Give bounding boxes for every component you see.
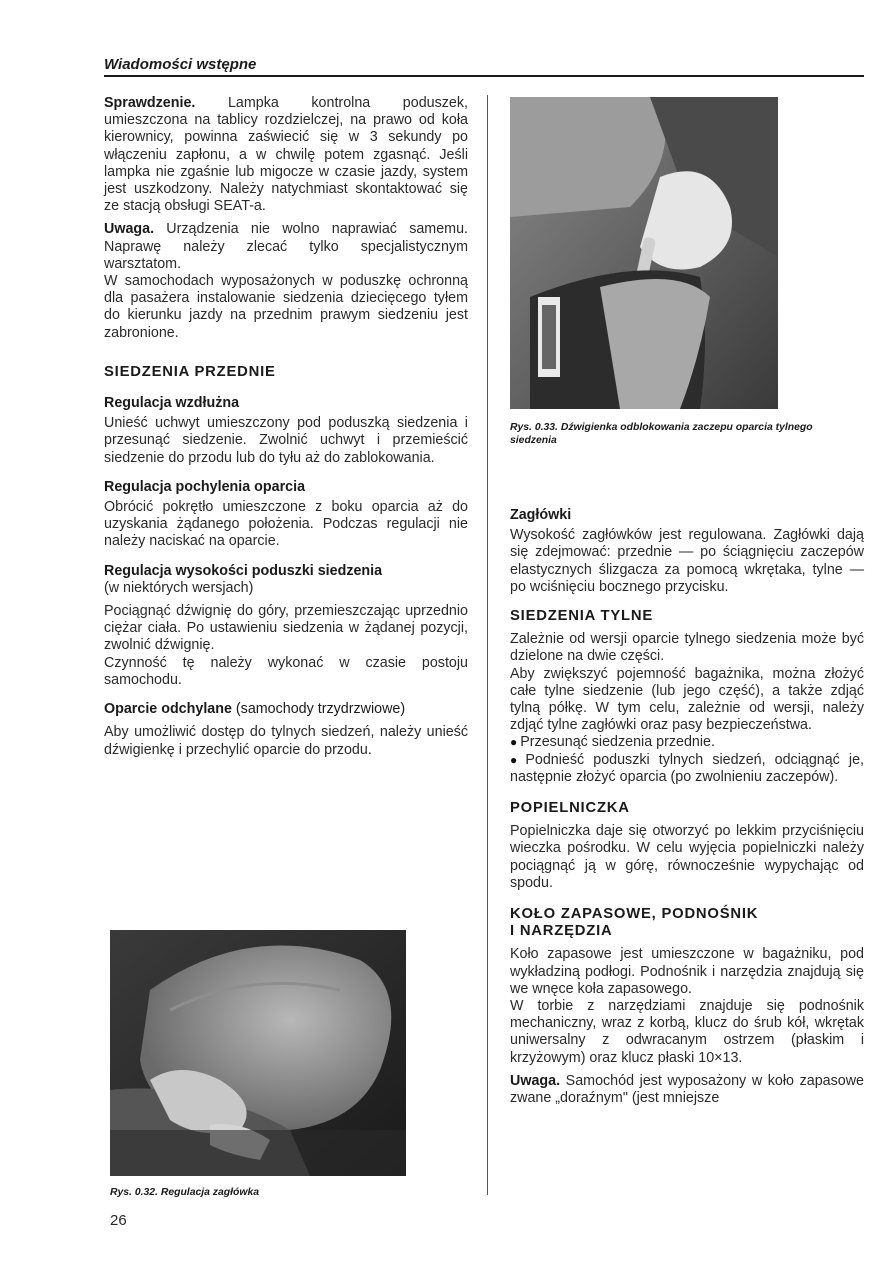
rear-seats-paragraph-1: Zależnie od wersji oparcie tylnego siedzenia może być dzielone na dwie części. (510, 631, 864, 665)
bullet-text: Podnieść poduszki tylnych siedzeń, odciągnąć je, następnie złożyć oparcia (po zwolnieniu zaczepów). (510, 751, 864, 785)
paragraph-text: Lampka kontrolna poduszek, umieszczona na tablicy rozdzielczej, na prawo od koła kierownicy, powinna zaświecić się w 3 sekundy po włączeniu zapłonu, a w chwilę potem zgasnąć. Jeśli lampka nie zgaśnie lub migocze w czasie jazdy, system jest uszkodzony. Należy natychmiast skontaktować się ze stacją obsługi SEAT-a. (104, 95, 468, 215)
spare-wheel-paragraph-2: W torbie z narzędziami znajduje się podnośnik mechaniczny, wraz z korbą, klucz do śrub kół, wkrętak uniwersalny z odwracanym ostrzem (płaskim i krzyżowym) oraz klucz płaski 10×13. (510, 998, 864, 1066)
height-paragraph-2: Czynność tę należy wykonać w czasie postoju samochodu. (104, 654, 468, 688)
subheading-tilt-note: (samochody trzydrzwiowe) (231, 701, 406, 718)
section-heading-line: I NARZĘDZIA (510, 923, 613, 940)
paragraph-text: Samochód jest wyposażony w koło zapasowe zwane „doraźnym" (jest mniejsze (510, 1072, 864, 1107)
bullet-item (510, 734, 864, 751)
bullet-icon: ● (510, 752, 523, 767)
section-heading-line: KOŁO ZAPASOWE, PODNOŚNIK (510, 906, 759, 923)
height-note: (w niektórych wersjach) (104, 579, 254, 596)
bullet-icon: ● (510, 735, 518, 750)
headrest-adjustment-photo (110, 930, 406, 1176)
paragraph-lead: Uwaga. (104, 221, 155, 238)
subheading-recline: Regulacja pochylenia oparcia (104, 478, 306, 495)
paragraph-lead: Uwaga. (510, 1072, 561, 1089)
paragraph-text: Urządzenia nie wolno naprawiać samemu. Naprawę należy zlecać tylko specjalistycznym warsztatom. (104, 221, 468, 272)
height-paragraph: Pociągnąć dźwignię do góry, przemieszczając uprzednio ciężar ciała. Po ustawieniu siedzenia w żądanej pozycji, zwolnić dźwignię. (104, 603, 468, 654)
subheading-headrests: Zagłówki (510, 507, 572, 523)
section-heading-ashtray: POPIELNICZKA (510, 800, 630, 817)
subheading-longitudinal: Regulacja wzdłużna (104, 395, 240, 412)
spare-wheel-paragraph-1: Koło zapasowe jest umieszczone w bagażniku, pod wykładziną podłogi. Podnośnik i narzędzia znajdują się we wnęce koła zapasowego. (510, 946, 864, 997)
airbag-check-paragraph (104, 95, 468, 215)
warning-paragraph (104, 221, 468, 273)
longitudinal-paragraph: Unieść uchwyt umieszczony pod poduszką siedzenia i przesunąć siedzenie. Zwolnić uchwyt i przemieścić siedzenie do przodu lub do tyłu aż do zablokowania. (104, 415, 468, 466)
recline-paragraph: Obrócić pokrętło umieszczone z boku oparcia aż do uzyskania żądanego położenia. Podczas regulacji nie należy naciskać na oparcie. (104, 499, 468, 550)
headrest-photo-illustration (110, 930, 406, 1176)
section-heading-rear-seats: SIEDZENIA TYLNE (510, 608, 653, 625)
page-number: 26 (110, 1212, 127, 1229)
rear-seats-paragraph-2: Aby zwiększyć pojemność bagażnika, można złożyć całe tylne siedzenie (lub jego część), a także zdjąć tylną półkę. W tym celu, zależnie od wersji, należy zdjąć tylne zagłówki oraz pasy bezpieczeństwa. (510, 665, 864, 734)
left-column (104, 95, 468, 765)
figure-caption: Rys. 0.33. Dźwigienka odblokowania zaczepu oparcia tylnego siedzenia (510, 422, 813, 446)
right-column (510, 507, 864, 1113)
running-header: Wiadomości wstępne (104, 56, 257, 73)
seat-release-lever-photo (510, 97, 778, 409)
tilt-paragraph: Aby umożliwić dostęp do tylnych siedzeń, należy unieść dźwigienkę i przechylić oparcie do przodu. (104, 724, 468, 758)
section-heading-spare-wheel (510, 906, 864, 940)
spare-wheel-paragraph-3 (510, 1073, 864, 1107)
header-rule (104, 75, 864, 77)
ashtray-paragraph: Popielniczka daje się otworzyć po lekkim przyciśnięciu wieczka pośrodku. W celu wyjęcia popielniczki należy pociągnąć ją w górę, równocześnie wypychając od spodu. (510, 823, 864, 891)
subheading-height: Regulacja wysokości poduszki siedzenia (104, 562, 383, 579)
bullet-item (510, 752, 864, 786)
child-seat-paragraph: W samochodach wyposażonych w poduszkę ochronną dla pasażera instalowanie siedzenia dziecięcego tyłem do kierunku jazdy na przednim prawym siedzeniu jest zabronione. (104, 273, 468, 341)
figure-caption: Rys. 0.32. Regulacja zagłówka (110, 1187, 260, 1198)
subheading-tilt (104, 701, 468, 718)
paragraph-lead: Sprawdzenie. (104, 95, 196, 111)
bullet-text: Przesunąć siedzenia przednie. (520, 734, 715, 751)
lever-photo-illustration (510, 97, 778, 409)
section-heading-front-seats: SIEDZENIA PRZEDNIE (104, 363, 276, 380)
headrests-paragraph: Wysokość zagłówków jest regulowana. Zagłówki dają się zdejmować: przednie — po ściągnięciu zaczepów elastycznych ślizgacza za pomocą wkrętaka, tylne — po wciśnięciu bocznego przycisku. (510, 527, 864, 595)
subheading-tilt-title: Oparcie odchylane (104, 701, 232, 718)
column-divider (487, 95, 488, 1195)
